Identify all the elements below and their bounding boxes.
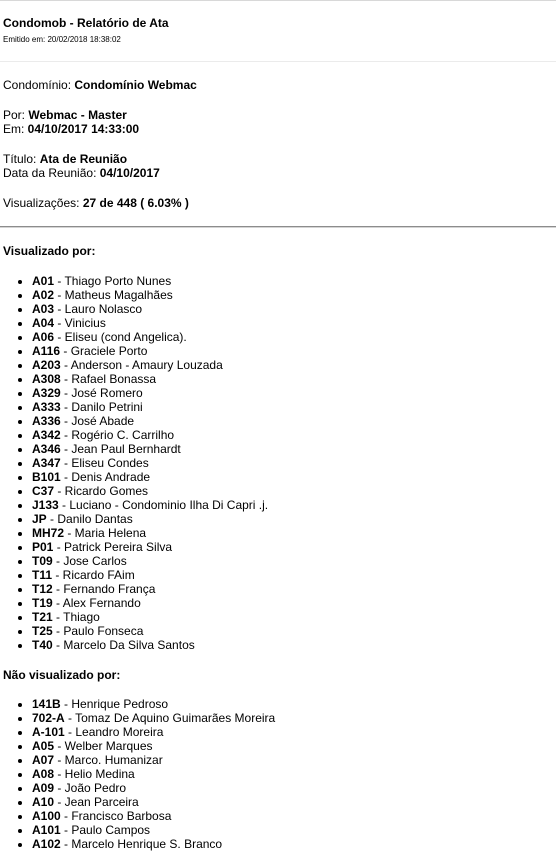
unit-code: A308 xyxy=(32,372,61,386)
report-header xyxy=(3,16,169,45)
viewed-list-item xyxy=(32,386,268,400)
viewed-list-item xyxy=(32,344,268,358)
viewed-list-item xyxy=(32,330,268,344)
viewed-list-item xyxy=(32,526,268,540)
viewed-list-item xyxy=(32,372,268,386)
unit-code: B101 xyxy=(32,470,61,484)
header-divider xyxy=(0,61,556,62)
resident-name: - Eliseu Condes xyxy=(60,456,149,470)
resident-name: - Jean Paul Bernhardt xyxy=(60,442,181,456)
resident-name: - Marcelo Da Silva Santos xyxy=(52,638,195,652)
resident-name: - Danilo Dantas xyxy=(46,512,133,526)
resident-name: - Paulo Campos xyxy=(60,823,151,837)
resident-name: - Matheus Magalhães xyxy=(54,288,173,302)
unit-code: T25 xyxy=(32,624,53,638)
unit-code: C37 xyxy=(32,484,55,498)
viewed-list-item xyxy=(32,638,268,652)
unit-code: A329 xyxy=(32,386,61,400)
not-viewed-list-item xyxy=(32,795,275,809)
resident-name: - Vinicius xyxy=(54,316,106,330)
unit-code: A333 xyxy=(32,400,61,414)
viewed-list-item xyxy=(32,456,268,470)
viewed-list-item xyxy=(32,568,268,582)
author-line xyxy=(3,108,127,122)
created-value: 04/10/2017 14:33:00 xyxy=(27,122,140,136)
unit-code: A07 xyxy=(32,753,55,767)
unit-code: T19 xyxy=(32,596,53,610)
resident-name: - Marco. Humanizar xyxy=(54,753,163,767)
unit-code: A04 xyxy=(32,316,55,330)
resident-name: - Ricardo Gomes xyxy=(54,484,149,498)
resident-name: - João Pedro xyxy=(54,781,127,795)
not-viewed-list-item xyxy=(32,739,275,753)
resident-name: - Henrique Pedroso xyxy=(60,697,169,711)
resident-name: - Fernando França xyxy=(52,582,156,596)
resident-name: - Rogério C. Carrilho xyxy=(60,428,175,442)
unit-code: A346 xyxy=(32,442,61,456)
resident-name: - Thiago xyxy=(52,610,100,624)
resident-name: - Denis Andrade xyxy=(60,470,151,484)
not-viewed-list-item xyxy=(32,767,275,781)
viewed-list-item xyxy=(32,554,268,568)
unit-code: T40 xyxy=(32,638,53,652)
resident-name: - Alex Fernando xyxy=(52,596,141,610)
resident-name: - Lauro Nolasco xyxy=(54,302,143,316)
viewed-list-item xyxy=(32,442,268,456)
resident-name: - Ricardo FAim xyxy=(52,568,135,582)
resident-name: - Jose Carlos xyxy=(52,554,127,568)
unit-code: MH72 xyxy=(32,526,65,540)
viewed-list xyxy=(0,274,268,652)
not-viewed-list-item xyxy=(32,823,275,837)
top-rule xyxy=(0,0,556,1)
viewed-list-item xyxy=(32,582,268,596)
not-viewed-list-item xyxy=(32,725,275,739)
unit-code: A06 xyxy=(32,330,55,344)
viewed-list-item xyxy=(32,400,268,414)
unit-code: T21 xyxy=(32,610,53,624)
viewed-list-item xyxy=(32,540,268,554)
not-viewed-section-title: Não visualizado por: xyxy=(3,668,121,682)
resident-name: - Rafael Bonassa xyxy=(60,372,157,386)
views-value: 27 de 448 ( 6.03% ) xyxy=(82,196,189,210)
unit-code: A347 xyxy=(32,456,61,470)
title-line xyxy=(3,152,127,166)
viewed-list-item xyxy=(32,624,268,638)
condominio-value: Condomínio Webmac xyxy=(74,78,197,92)
resident-name: - Anderson - Amaury Louzada xyxy=(60,358,223,372)
unit-code: A-101 xyxy=(32,725,65,739)
author-value: Webmac - Master xyxy=(28,108,127,122)
resident-name: - Tomaz De Aquino Guimarães Moreira xyxy=(64,711,276,725)
resident-name: - Eliseu (cond Angelica). xyxy=(54,330,187,344)
viewed-list-item xyxy=(32,596,268,610)
viewed-list-item xyxy=(32,498,268,512)
unit-code: T12 xyxy=(32,582,53,596)
viewed-list-item xyxy=(32,484,268,498)
viewed-list-item xyxy=(32,274,268,288)
unit-code: A203 xyxy=(32,358,61,372)
unit-code: A02 xyxy=(32,288,55,302)
resident-name: - Patrick Pereira Silva xyxy=(53,540,173,554)
resident-name: - Maria Helena xyxy=(64,526,147,540)
viewed-list-item xyxy=(32,470,268,484)
section-separator xyxy=(0,226,556,228)
not-viewed-list-item xyxy=(32,711,275,725)
unit-code: A101 xyxy=(32,823,61,837)
resident-name: - Marcelo Henrique S. Branco xyxy=(60,837,223,851)
unit-code: A05 xyxy=(32,739,55,753)
titulo-label: Título: xyxy=(3,152,40,166)
author-label: Por: xyxy=(3,108,29,122)
views-line xyxy=(3,196,189,210)
created-line xyxy=(3,122,139,136)
resident-name: - Danilo Petrini xyxy=(60,400,143,414)
viewed-section-title: Visualizado por: xyxy=(3,244,96,258)
viewed-list-item xyxy=(32,288,268,302)
unit-code: A336 xyxy=(32,414,61,428)
resident-name: - Luciano - Condominio Ilha Di Capri .j. xyxy=(58,498,269,512)
condominio-label: Condomínio: xyxy=(3,78,75,92)
viewed-list-item xyxy=(32,428,268,442)
report-title: Condomob - Relatório de Ata xyxy=(3,16,169,30)
not-viewed-list xyxy=(0,697,275,851)
resident-name: - Graciele Porto xyxy=(60,344,148,358)
views-label: Visualizações: xyxy=(3,196,83,210)
viewed-list-item xyxy=(32,358,268,372)
viewed-list-item xyxy=(32,302,268,316)
emitted-date: Emitido em: 20/02/2018 18:38:02 xyxy=(3,35,121,44)
unit-code: A342 xyxy=(32,428,61,442)
not-viewed-list-item xyxy=(32,837,275,851)
not-viewed-list-item xyxy=(32,809,275,823)
viewed-list-item xyxy=(32,316,268,330)
resident-name: - Helio Medina xyxy=(54,767,135,781)
resident-name: - José Romero xyxy=(60,386,143,400)
unit-code: 141B xyxy=(32,697,61,711)
unit-code: 702-A xyxy=(32,711,65,725)
condominio-line xyxy=(3,78,197,92)
unit-code: A08 xyxy=(32,767,55,781)
resident-name: - Thiago Porto Nunes xyxy=(54,274,172,288)
unit-code: A100 xyxy=(32,809,61,823)
meeting-date-line xyxy=(3,166,160,180)
unit-code: A03 xyxy=(32,302,55,316)
resident-name: - José Abade xyxy=(60,414,135,428)
resident-name: - Francisco Barbosa xyxy=(60,809,172,823)
not-viewed-list-item xyxy=(32,753,275,767)
viewed-list-item xyxy=(32,414,268,428)
unit-code: JP xyxy=(32,512,47,526)
unit-code: A10 xyxy=(32,795,55,809)
not-viewed-list-item xyxy=(32,697,275,711)
unit-code: A01 xyxy=(32,274,55,288)
resident-name: - Paulo Fonseca xyxy=(52,624,144,638)
unit-code: P01 xyxy=(32,540,54,554)
resident-name: - Welber Marques xyxy=(54,739,153,753)
unit-code: A102 xyxy=(32,837,61,851)
unit-code: J133 xyxy=(32,498,59,512)
meeting-date-value: 04/10/2017 xyxy=(99,166,160,180)
viewed-list-item xyxy=(32,512,268,526)
resident-name: - Leandro Moreira xyxy=(64,725,164,739)
unit-code: A116 xyxy=(32,344,61,358)
unit-code: T11 xyxy=(32,568,53,582)
created-label: Em: xyxy=(3,122,28,136)
titulo-value: Ata de Reunião xyxy=(39,152,128,166)
viewed-list-item xyxy=(32,610,268,624)
resident-name: - Jean Parceira xyxy=(54,795,139,809)
unit-code: A09 xyxy=(32,781,55,795)
not-viewed-list-item xyxy=(32,781,275,795)
unit-code: T09 xyxy=(32,554,53,568)
meeting-date-label: Data da Reunião: xyxy=(3,166,100,180)
